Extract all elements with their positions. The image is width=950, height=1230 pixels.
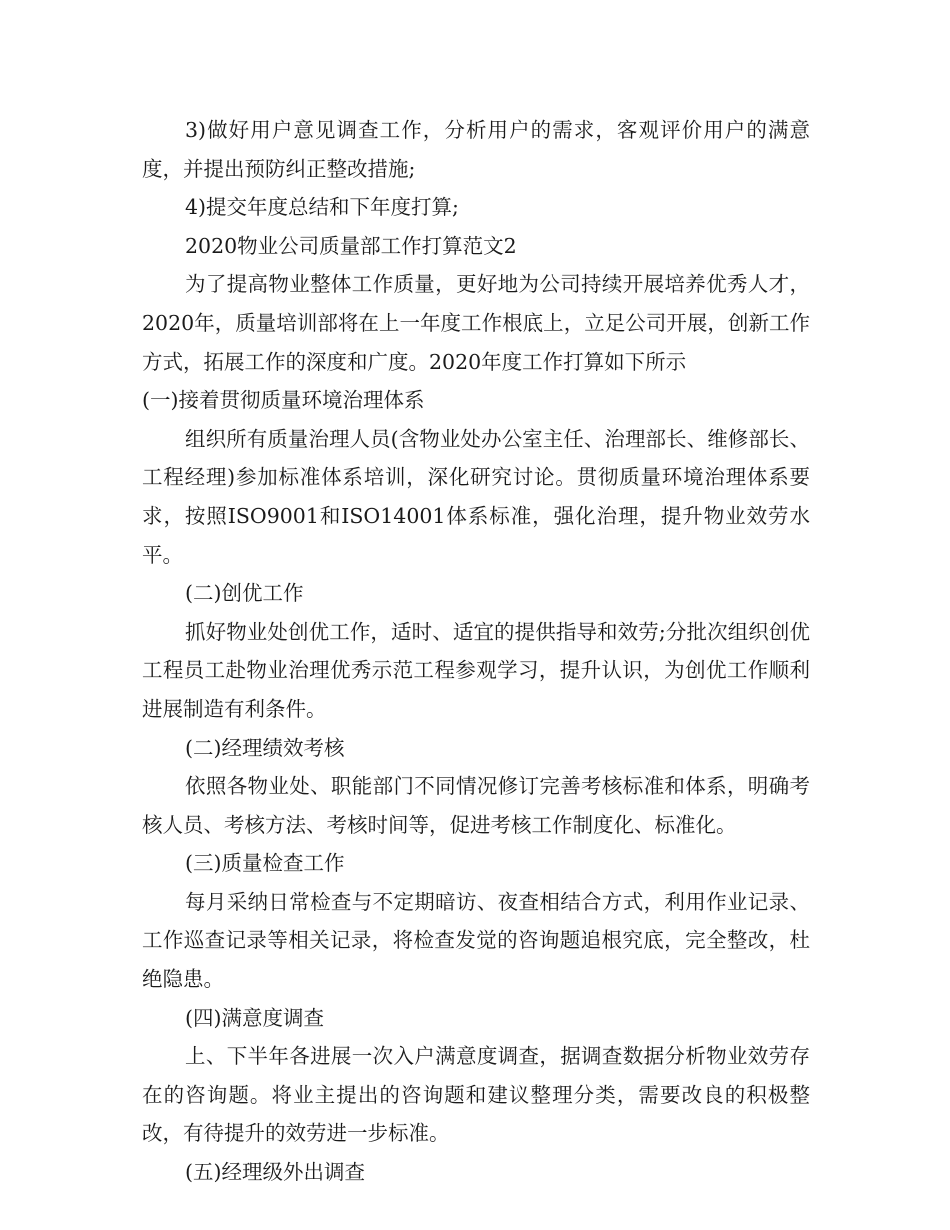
heading-quality-system: (一)接着贯彻质量环境治理体系 <box>142 388 425 413</box>
section-title: 2020物业公司质量部工作打算范文2 <box>185 233 517 258</box>
paragraph-item-3: 3)做好用户意见调查工作，分析用户的需求，客观评价用户的满意度，并提出预防纠正整改措施; <box>142 118 810 181</box>
intro-paragraph: 为了提高物业整体工作质量，更好地为公司持续开展培养优秀人才，2020年，质量培训部将在上一年度工作根底上，立足公司开展，创新工作方式，拓展工作的深度和广度。2020年度工作打算如下所示 <box>142 272 810 374</box>
paragraph-excellence: 抓好物业处创优工作，适时、适宜的提供指导和效劳;分批次组织创优工程员工赴物业治理优秀示范工程参观学习，提升认识，为创优工作顺利进展制造有利条件。 <box>142 619 810 721</box>
heading-satisfaction: (四)满意度调查 <box>185 1005 324 1030</box>
paragraph-inspection: 每月采纳日常检查与不定期暗访、夜查相结合方式，利用作业记录、工作巡查记录等相关记录，将检查发觉的咨询题追根究底，完全整改，杜绝隐患。 <box>142 889 810 992</box>
paragraph-satisfaction: 上、下半年各进展一次入户满意度调查，据调查数据分析物业效劳存在的咨询题。将业主提出的咨询题和建议整理分类，需要改良的积极整改，有待提升的效劳进一步标准。 <box>142 1044 810 1146</box>
heading-performance: (二)经理绩效考核 <box>185 735 345 760</box>
paragraph-performance: 依照各物业处、职能部门不同情况修订完善考核标准和体系，明确考核人员、考核方法、考核时间等，促进考核工作制度化、标准化。 <box>142 774 810 837</box>
heading-excellence: (二)创优工作 <box>185 581 304 606</box>
paragraph-item-4: 4)提交年度总结和下年度打算; <box>185 195 459 220</box>
paragraph-quality-system: 组织所有质量治理人员(含物业处办公室主任、治理部长、维修部长、工程经理)参加标准体系培训，深化研究讨论。贯彻质量环境治理体系要求，按照ISO9001和ISO14001体系标准，强化治理，提升物业效劳水平。 <box>142 426 810 567</box>
heading-inspection: (三)质量检查工作 <box>185 851 345 876</box>
heading-manager-survey: (五)经理级外出调查 <box>185 1160 365 1185</box>
document-body <box>142 111 810 1192</box>
